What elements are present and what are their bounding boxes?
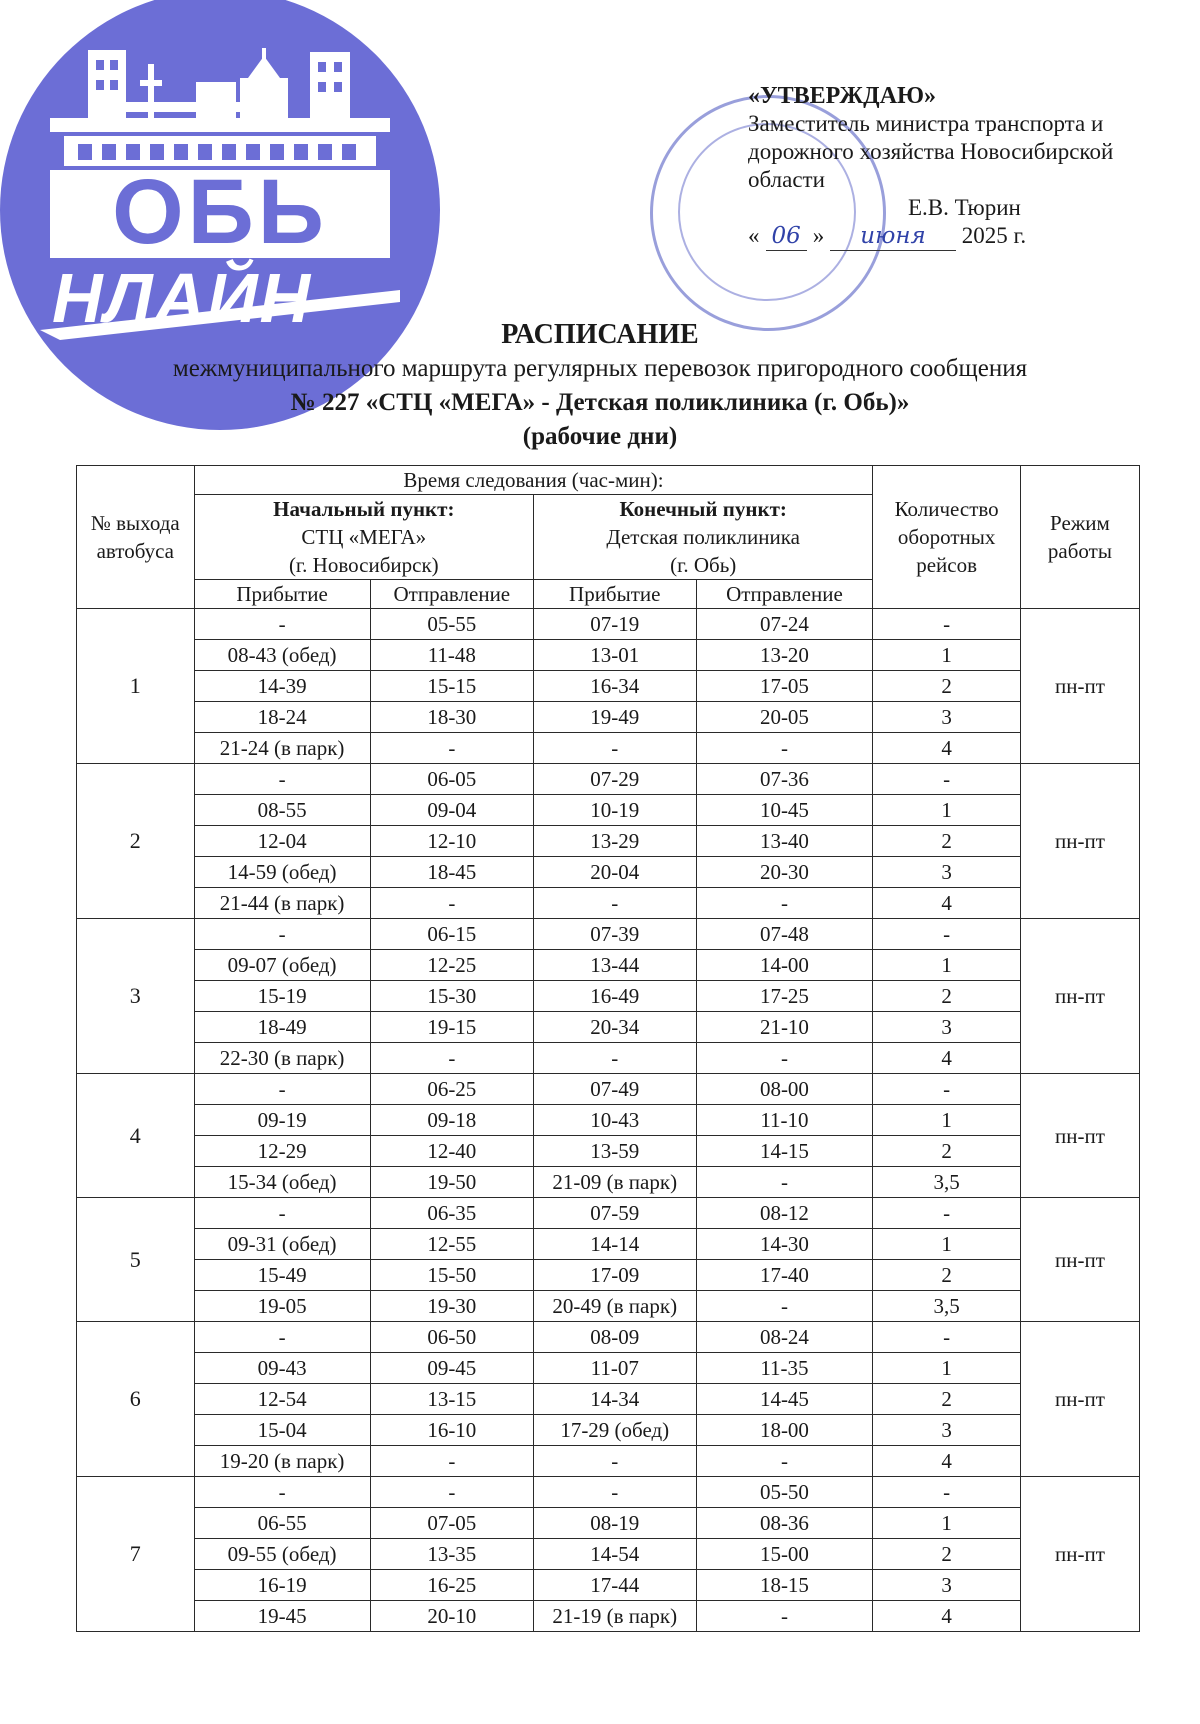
start-arrival-cell: 08-43 (обед) <box>194 640 370 671</box>
table-row <box>77 1105 1140 1136</box>
trip-count-cell: 1 <box>873 640 1020 671</box>
header-start-departure: Отправление <box>370 580 533 609</box>
table-row <box>77 1322 1140 1353</box>
start-arrival-cell: - <box>194 919 370 950</box>
end-label: Конечный пункт: <box>619 497 787 521</box>
start-arrival-cell: 15-04 <box>194 1415 370 1446</box>
start-departure-cell: - <box>370 1446 533 1477</box>
exit-number-cell: 5 <box>77 1198 195 1322</box>
end-arrival-cell: - <box>534 1446 697 1477</box>
end-departure-cell: 14-15 <box>696 1136 873 1167</box>
table-row <box>77 919 1140 950</box>
start-arrival-cell: 21-24 (в парк) <box>194 733 370 764</box>
start-arrival-cell: 09-31 (обед) <box>194 1229 370 1260</box>
date-month: июня <box>830 222 955 251</box>
start-city: (г. Новосибирск) <box>288 553 439 577</box>
table-row <box>77 1570 1140 1601</box>
end-arrival-cell: 07-29 <box>534 764 697 795</box>
start-arrival-cell: 08-55 <box>194 795 370 826</box>
approval-line-1: Заместитель министра транспорта и <box>748 111 1104 136</box>
table-row <box>77 609 1140 640</box>
start-departure-cell: 19-50 <box>370 1167 533 1198</box>
end-departure-cell: 14-45 <box>696 1384 873 1415</box>
table-row <box>77 1415 1140 1446</box>
mode-cell: пн-пт <box>1020 1322 1139 1477</box>
approval-block <box>748 82 1178 251</box>
end-arrival-cell: 16-34 <box>534 671 697 702</box>
end-arrival-cell: 10-43 <box>534 1105 697 1136</box>
end-arrival-cell: 08-09 <box>534 1322 697 1353</box>
start-departure-cell: 12-40 <box>370 1136 533 1167</box>
start-departure-cell: 15-50 <box>370 1260 533 1291</box>
start-arrival-cell: 14-39 <box>194 671 370 702</box>
trip-count-cell: - <box>873 764 1020 795</box>
trip-count-cell: 3 <box>873 1012 1020 1043</box>
header-end-departure: Отправление <box>696 580 873 609</box>
trip-count-cell: 2 <box>873 1539 1020 1570</box>
start-departure-cell: 11-48 <box>370 640 533 671</box>
table-row <box>77 1167 1140 1198</box>
start-departure-cell: 19-15 <box>370 1012 533 1043</box>
start-arrival-cell: 12-29 <box>194 1136 370 1167</box>
end-arrival-cell: 17-29 (обед) <box>534 1415 697 1446</box>
table-row <box>77 640 1140 671</box>
end-departure-cell: 08-24 <box>696 1322 873 1353</box>
end-arrival-cell: - <box>534 1043 697 1074</box>
trip-count-cell: 3 <box>873 857 1020 888</box>
start-arrival-cell: - <box>194 1477 370 1508</box>
exit-number-cell: 4 <box>77 1074 195 1198</box>
start-departure-cell: 13-15 <box>370 1384 533 1415</box>
end-departure-cell: 07-24 <box>696 609 873 640</box>
approval-line-2: дорожного хозяйства Новосибирской <box>748 139 1114 164</box>
table-row <box>77 671 1140 702</box>
table-row <box>77 1353 1140 1384</box>
end-departure-cell: 13-20 <box>696 640 873 671</box>
trip-count-cell: 2 <box>873 981 1020 1012</box>
mode-cell: пн-пт <box>1020 919 1139 1074</box>
start-arrival-cell: 09-43 <box>194 1353 370 1384</box>
table-row <box>77 1291 1140 1322</box>
start-label: Начальный пункт: <box>273 497 455 521</box>
table-row <box>77 1012 1140 1043</box>
start-departure-cell: 16-10 <box>370 1415 533 1446</box>
table-row <box>77 1446 1140 1477</box>
start-departure-cell: 06-25 <box>370 1074 533 1105</box>
end-departure-cell: 11-10 <box>696 1105 873 1136</box>
trip-count-cell: - <box>873 1477 1020 1508</box>
table-row <box>77 1043 1140 1074</box>
header-end-arrival: Прибытие <box>534 580 697 609</box>
start-departure-cell: 20-10 <box>370 1601 533 1632</box>
start-departure-cell: 05-55 <box>370 609 533 640</box>
table-row <box>77 950 1140 981</box>
table-row <box>77 1384 1140 1415</box>
trip-count-cell: - <box>873 1322 1020 1353</box>
start-departure-cell: - <box>370 1477 533 1508</box>
schedule-days: (рабочие дни) <box>522 423 678 450</box>
start-departure-cell: 18-30 <box>370 702 533 733</box>
start-arrival-cell: 19-05 <box>194 1291 370 1322</box>
start-departure-cell: 19-30 <box>370 1291 533 1322</box>
document-title-block <box>0 318 1200 454</box>
document-subtitle: межмуниципального маршрута регулярных перевозок пригородного сообщения <box>172 355 1028 382</box>
table-row <box>77 826 1140 857</box>
start-arrival-cell: - <box>194 1074 370 1105</box>
end-arrival-cell: 11-07 <box>534 1353 697 1384</box>
exit-number-cell: 6 <box>77 1322 195 1477</box>
end-arrival-cell: 14-14 <box>534 1229 697 1260</box>
end-departure-cell: - <box>696 1043 873 1074</box>
mode-cell: пн-пт <box>1020 1477 1139 1632</box>
trip-count-cell: 4 <box>873 1446 1020 1477</box>
end-arrival-cell: 14-34 <box>534 1384 697 1415</box>
header-start-point <box>194 495 533 580</box>
start-departure-cell: 07-05 <box>370 1508 533 1539</box>
start-arrival-cell: 22-30 (в парк) <box>194 1043 370 1074</box>
approval-signer: Е.В. Тюрин <box>908 195 1021 220</box>
table-row <box>77 1229 1140 1260</box>
header-exit-no: № выхода автобуса <box>77 466 195 609</box>
exit-number-cell: 7 <box>77 1477 195 1632</box>
end-departure-cell: 20-05 <box>696 702 873 733</box>
table-row <box>77 1477 1140 1508</box>
trip-count-cell: - <box>873 919 1020 950</box>
start-departure-cell: - <box>370 888 533 919</box>
start-arrival-cell: 12-54 <box>194 1384 370 1415</box>
start-departure-cell: 06-15 <box>370 919 533 950</box>
end-arrival-cell: 16-49 <box>534 981 697 1012</box>
trip-count-cell: 1 <box>873 950 1020 981</box>
end-arrival-cell: 19-49 <box>534 702 697 733</box>
start-departure-cell: 13-35 <box>370 1539 533 1570</box>
trip-count-cell: 2 <box>873 1384 1020 1415</box>
logo-sub-label: НЛАЙН <box>52 259 313 337</box>
start-arrival-cell: - <box>194 609 370 640</box>
mode-cell: пн-пт <box>1020 764 1139 919</box>
approval-line-3: области <box>748 167 825 192</box>
end-city: (г. Обь) <box>670 553 737 577</box>
start-arrival-cell: - <box>194 764 370 795</box>
start-departure-cell: 18-45 <box>370 857 533 888</box>
trip-count-cell: 1 <box>873 1353 1020 1384</box>
start-departure-cell: 06-50 <box>370 1322 533 1353</box>
end-departure-cell: 08-00 <box>696 1074 873 1105</box>
header-mode-cell: Режим работы <box>1020 466 1139 609</box>
trip-count-cell: 3 <box>873 702 1020 733</box>
document-heading: РАСПИСАНИЕ <box>501 319 699 350</box>
trip-count-cell: 3 <box>873 1570 1020 1601</box>
end-arrival-cell: 07-39 <box>534 919 697 950</box>
end-arrival-cell: 13-59 <box>534 1136 697 1167</box>
start-departure-cell: 09-18 <box>370 1105 533 1136</box>
logo-main-text: ОБЬ <box>112 161 328 263</box>
end-departure-cell: 05-50 <box>696 1477 873 1508</box>
end-arrival-cell: 13-01 <box>534 640 697 671</box>
start-name: СТЦ «МЕГА» <box>301 525 427 549</box>
trip-count-cell: - <box>873 609 1020 640</box>
start-arrival-cell: 12-04 <box>194 826 370 857</box>
table-row <box>77 888 1140 919</box>
start-arrival-cell: 09-07 (обед) <box>194 950 370 981</box>
start-arrival-cell: 15-34 (обед) <box>194 1167 370 1198</box>
start-arrival-cell: 15-19 <box>194 981 370 1012</box>
start-departure-cell: 06-35 <box>370 1198 533 1229</box>
table-row <box>77 702 1140 733</box>
start-departure-cell: 12-10 <box>370 826 533 857</box>
trip-count-cell: 4 <box>873 1043 1020 1074</box>
trip-count-cell: 4 <box>873 733 1020 764</box>
trip-count-cell: 3,5 <box>873 1291 1020 1322</box>
trip-count-cell: 4 <box>873 888 1020 919</box>
start-arrival-cell: 19-20 (в парк) <box>194 1446 370 1477</box>
schedule-body <box>77 609 1140 1632</box>
end-departure-cell: 21-10 <box>696 1012 873 1043</box>
trip-count-cell: - <box>873 1198 1020 1229</box>
end-arrival-cell: - <box>534 733 697 764</box>
end-departure-cell: 20-30 <box>696 857 873 888</box>
end-departure-cell: - <box>696 1167 873 1198</box>
table-row <box>77 795 1140 826</box>
end-arrival-cell: 07-19 <box>534 609 697 640</box>
table-row <box>77 1260 1140 1291</box>
end-arrival-cell: 21-09 (в парк) <box>534 1167 697 1198</box>
start-departure-cell: 12-25 <box>370 950 533 981</box>
start-departure-cell: 09-45 <box>370 1353 533 1384</box>
start-arrival-cell: 09-19 <box>194 1105 370 1136</box>
start-departure-cell: 12-55 <box>370 1229 533 1260</box>
end-departure-cell: 13-40 <box>696 826 873 857</box>
route-name: № 227 «СТЦ «МЕГА» - Детская поликлиника (г. Обь)» <box>290 389 910 416</box>
end-departure-cell: 07-36 <box>696 764 873 795</box>
start-arrival-cell: 06-55 <box>194 1508 370 1539</box>
end-arrival-cell: 07-59 <box>534 1198 697 1229</box>
table-row <box>77 1136 1140 1167</box>
date-year: 2025 г. <box>961 223 1027 248</box>
trip-count-cell: 2 <box>873 1260 1020 1291</box>
end-departure-cell: 14-30 <box>696 1229 873 1260</box>
end-arrival-cell: 10-19 <box>534 795 697 826</box>
start-arrival-cell: 18-49 <box>194 1012 370 1043</box>
trip-count-cell: 1 <box>873 1105 1020 1136</box>
table-row <box>77 1074 1140 1105</box>
start-departure-cell: - <box>370 733 533 764</box>
trip-count-cell: 2 <box>873 671 1020 702</box>
start-arrival-cell: 16-19 <box>194 1570 370 1601</box>
end-departure-cell: 17-25 <box>696 981 873 1012</box>
start-departure-cell: 15-30 <box>370 981 533 1012</box>
schedule-table <box>76 465 1140 1632</box>
table-row <box>77 857 1140 888</box>
end-departure-cell: 18-00 <box>696 1415 873 1446</box>
table-row <box>77 733 1140 764</box>
end-name: Детская поликлиника <box>606 525 800 549</box>
end-arrival-cell: 21-19 (в парк) <box>534 1601 697 1632</box>
start-arrival-cell: - <box>194 1198 370 1229</box>
table-row <box>77 764 1140 795</box>
trip-count-cell: 1 <box>873 1229 1020 1260</box>
start-departure-cell: 09-04 <box>370 795 533 826</box>
end-arrival-cell: 20-49 (в парк) <box>534 1291 697 1322</box>
end-departure-cell: 07-48 <box>696 919 873 950</box>
start-arrival-cell: 09-55 (обед) <box>194 1539 370 1570</box>
trip-count-cell: 3,5 <box>873 1167 1020 1198</box>
end-departure-cell: - <box>696 733 873 764</box>
trip-count-cell: - <box>873 1074 1020 1105</box>
approval-header: «УТВЕРЖДАЮ» <box>748 83 937 109</box>
trip-count-cell: 3 <box>873 1415 1020 1446</box>
end-departure-cell: - <box>696 888 873 919</box>
end-departure-cell: - <box>696 1291 873 1322</box>
start-departure-cell: 15-15 <box>370 671 533 702</box>
header-count: Количество оборотных рейсов <box>873 466 1020 609</box>
start-arrival-cell: 18-24 <box>194 702 370 733</box>
trip-count-cell: 4 <box>873 1601 1020 1632</box>
end-arrival-cell: 17-09 <box>534 1260 697 1291</box>
end-departure-cell: 17-40 <box>696 1260 873 1291</box>
date-open-quote: « <box>748 223 760 248</box>
start-departure-cell: - <box>370 1043 533 1074</box>
trip-count-cell: 1 <box>873 1508 1020 1539</box>
end-arrival-cell: 07-49 <box>534 1074 697 1105</box>
exit-number-cell: 3 <box>77 919 195 1074</box>
trip-count-cell: 2 <box>873 826 1020 857</box>
start-arrival-cell: 19-45 <box>194 1601 370 1632</box>
end-departure-cell: 15-00 <box>696 1539 873 1570</box>
exit-number-cell: 2 <box>77 764 195 919</box>
end-arrival-cell: 20-34 <box>534 1012 697 1043</box>
end-arrival-cell: 13-44 <box>534 950 697 981</box>
end-arrival-cell: - <box>534 1477 697 1508</box>
end-arrival-cell: 14-54 <box>534 1539 697 1570</box>
header-start-arrival: Прибытие <box>194 580 370 609</box>
end-arrival-cell: 17-44 <box>534 1570 697 1601</box>
end-departure-cell: - <box>696 1601 873 1632</box>
end-departure-cell: 11-35 <box>696 1353 873 1384</box>
date-close-quote: » <box>812 223 825 248</box>
end-departure-cell: 18-15 <box>696 1570 873 1601</box>
end-departure-cell: 10-45 <box>696 795 873 826</box>
approval-date <box>748 222 1178 251</box>
exit-number-cell: 1 <box>77 609 195 764</box>
end-arrival-cell: 20-04 <box>534 857 697 888</box>
table-row <box>77 1508 1140 1539</box>
date-day: 06 <box>766 222 807 251</box>
trip-count-cell: 2 <box>873 1136 1020 1167</box>
table-row <box>77 1601 1140 1632</box>
mode-cell: пн-пт <box>1020 1198 1139 1322</box>
table-row <box>77 1539 1140 1570</box>
end-departure-cell: 14-00 <box>696 950 873 981</box>
end-departure-cell: 08-12 <box>696 1198 873 1229</box>
end-departure-cell: 17-05 <box>696 671 873 702</box>
start-departure-cell: 06-05 <box>370 764 533 795</box>
end-arrival-cell: 08-19 <box>534 1508 697 1539</box>
end-arrival-cell: 13-29 <box>534 826 697 857</box>
end-departure-cell: - <box>696 1446 873 1477</box>
trip-count-cell: 1 <box>873 795 1020 826</box>
table-row <box>77 981 1140 1012</box>
start-arrival-cell: 21-44 (в парк) <box>194 888 370 919</box>
table-row <box>77 1198 1140 1229</box>
start-arrival-cell: 15-49 <box>194 1260 370 1291</box>
start-arrival-cell: 14-59 (обед) <box>194 857 370 888</box>
start-departure-cell: 16-25 <box>370 1570 533 1601</box>
header-time: Время следования (час-мин): <box>194 466 873 495</box>
mode-cell: пн-пт <box>1020 1074 1139 1198</box>
mode-cell: пн-пт <box>1020 609 1139 764</box>
end-arrival-cell: - <box>534 888 697 919</box>
end-departure-cell: 08-36 <box>696 1508 873 1539</box>
start-arrival-cell: - <box>194 1322 370 1353</box>
header-end-point <box>534 495 873 580</box>
